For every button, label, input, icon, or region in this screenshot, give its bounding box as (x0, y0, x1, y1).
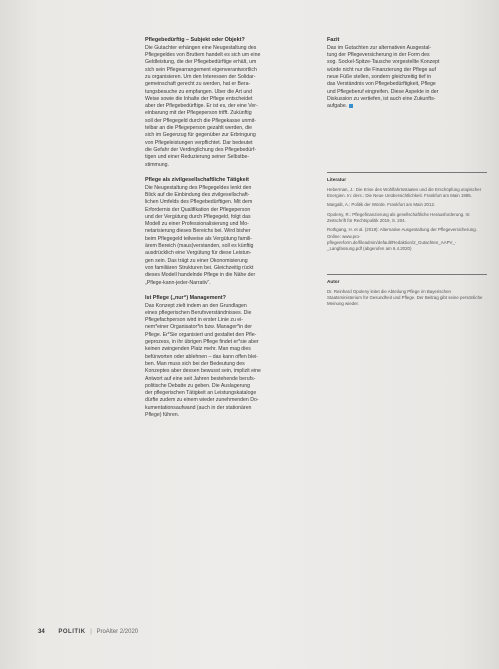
text-line: nem*einer Organisator*in bzw. Manager*in der (145, 324, 252, 331)
text-line: Pflege) führen. (145, 412, 180, 419)
literatur-heading: Literatur (327, 177, 347, 183)
text-line: sog. Sockel-Spitze-Tausche vorgestellte Konzept (327, 59, 440, 66)
text-line: der pflegerischen Tätigkeit an Leistungskataloge (145, 390, 257, 397)
section-body (145, 185, 308, 287)
text-line: gen sein. Das trägt zu einer Ökonomisierung (145, 257, 248, 264)
text-line: würde nicht nur die Finanzierung der Pflege auf (327, 66, 437, 73)
text-line: dieses Modell handelnde Pflege in die Nähe der (145, 272, 256, 279)
text-line: kumentationsaufwand (auch in der stationären (145, 404, 252, 411)
issue-label: ProAlter 2/2020 (96, 629, 139, 635)
literature-entry: Heberman, J.: Die Krise des Wohlfahrtsstaates und die Erschöpfung utopischer Energien. In: ders.: Die Neue Unübersichtlichkeit. Frankfurt am Main 1985. (327, 186, 482, 199)
literatur-section (327, 176, 487, 252)
text-line: sich im Gegenzug für gegenüber zur Erbringung (145, 132, 256, 139)
text-line: Geldleistung, die der Pflegebedürftige erhält, um (145, 59, 257, 66)
text-line: Weise sowie die Inhalte der Pflege entscheidet (145, 95, 253, 102)
text-line: und der Vergütung durch Pflegegeld, folgt das (145, 213, 251, 220)
text-line: Die Neugestaltung des Pflegegeldes lenkt den (145, 184, 252, 191)
text-line: zu organisieren. Um den Interessen der Solidar- (145, 73, 256, 80)
text-line: neue Füße stellen, sondern gleichzeitig tief in (327, 73, 432, 80)
text-line: tigen und einer Reduzierung seiner Selbstbe- (145, 154, 250, 161)
divider (327, 274, 487, 275)
text-line: Pflege. Er*Sie organisiert und gestaltet den Pfle- (145, 331, 257, 338)
autor-heading: Autor (327, 279, 340, 285)
text-line: „Pflege-kann-jeder-Narrativ“. (145, 279, 211, 286)
text-line: befürworten oder ablehnen – das kann offen blei- (145, 353, 258, 360)
end-mark-icon (349, 104, 353, 108)
fazit-section (327, 37, 487, 110)
text-line: Das Konzept zielt indem an den Grundlagen (145, 302, 247, 309)
literature-entry: Margalit, A.: Politik der Würde. Frankfurt am Main 2012. (327, 202, 436, 208)
fazit-body (327, 45, 487, 111)
divider (327, 172, 487, 173)
right-column (327, 37, 487, 308)
text-line: soll der Pflegegeld durch die Pflegekasse unmit- (145, 117, 257, 124)
literature-entry: Rothgang, H. et al. (2019): Alternative Ausgestaltung der Pflegeversicherung. Online: www.pro-pflegereform.de/fileadmin/default/Redaktion/2_Gutachten_AAPV_-_Langfassung.pdf (abgerufen am 6.4.2020) (327, 227, 477, 252)
text-line: das Verständnis von Pflegebedürftigkeit, Pflege (327, 81, 436, 88)
text-line: keinen zwingenden Platz mehr. Man mag dies (145, 346, 251, 353)
page-number: 34 (38, 629, 45, 635)
text-line: die Gefahr der Verdinglichung des Pflegebedürf- (145, 146, 257, 153)
section-heading: Ist Pflege („nur“) Management? (145, 294, 226, 301)
text-line: Pflegegeldes von Bruttem handelt es sich um eine (145, 52, 261, 59)
autor-section (327, 278, 487, 307)
text-line: Modell zu einer Professionalisierung und Mo- (145, 221, 249, 228)
text-line: ärem Bereich (maus)verstanden, soll es künftig (145, 243, 254, 250)
text-line: Die Gutachter erhängen eine Neugestaltung des (145, 44, 257, 51)
text-line: gemeinschaft gerecht zu werden, hat er Bera- (145, 81, 251, 88)
text-line: sich sein Pflegearrangement eigenverantwortlich (145, 66, 257, 73)
text-line: ben. Man muss sich bei der Bedeutung des (145, 360, 245, 367)
text-line: dürfte zudem zu einem wieder zunehmenden Do- (145, 397, 259, 404)
text-line: von Pflegeleistungen verpflichtet. Dar bedeutet (145, 139, 253, 146)
text-line: von familiären Strukturen bei. Gleichzeitig rückt (145, 264, 254, 271)
text-line: eines pflegerischen Berufsverständnisses. Die (145, 309, 252, 316)
section-body (145, 303, 308, 420)
text-line: ausdrücklich eine Vergütung für diese Leistun- (145, 250, 252, 257)
text-line: Das im Gutachten zur alternativen Ausgestal- (327, 44, 432, 51)
text-line: und Pflegeberuf eingreifen. Diese Aspekte in der (327, 88, 439, 95)
text-line: aber der Pflegebedürftige. Er ist es, der eine Ver- (145, 103, 258, 110)
section-heading: Pflege als zivilgesellschaftliche Tätigkeit (145, 176, 249, 183)
section-pflegebeduerftig (145, 37, 308, 169)
section-heading: Pflegebedürftig – Subjekt oder Objekt? (145, 37, 245, 43)
text-line: stimmung. (145, 161, 169, 168)
text-line: Konzeptes aber dessen bewusst sein, implizit eine (145, 368, 261, 375)
section-body (145, 45, 308, 169)
text-line: tungsbesuche zu empfangen. Über die Art und (145, 88, 252, 95)
text-line: Antwort auf eine seit Jahren bestehende berufs- (145, 375, 256, 382)
text-line: tung der Pflegeversicherung in der Form des (327, 52, 430, 59)
section-management (145, 295, 308, 420)
text-line: politische Debatte zu geben. Die Auslagerung (145, 382, 250, 389)
fazit-heading: Fazit (327, 37, 340, 43)
magazine-section: POLITIK (58, 629, 86, 635)
text-line: netarisierung dieses Bereichs bei. Wird bisher (145, 228, 251, 235)
literature-entry: Opoleny, R.: Pflegefinanzierung als gesellschaftliche Herausforderung. In: Zeitschrift für Rechtspolitik 2019, S. 204. (327, 211, 471, 223)
text-line: telbar an die Pflegeperson gezahlt werden, die (145, 125, 252, 132)
left-column (145, 37, 308, 427)
text-line: einbarung mit der Pflegeperson trifft. Zukünftig (145, 110, 252, 117)
text-line: Pflegefachperson wird in erster Linie zu ei- (145, 317, 244, 324)
text-line: aufgabe. (327, 103, 487, 110)
text-line: Blick auf die Einbindung des zivilgesellschaft- (145, 191, 250, 198)
section-zivilgesellschaft (145, 177, 308, 287)
text-line: beim Pflegegeld teilweise als Vergütung famili- (145, 235, 252, 242)
text-line: Diskussion zu vertiefen, ist auch eine Zukunfts- (327, 95, 436, 102)
page-footer (38, 629, 138, 635)
text-line: lichen Umfelds des Pflegebedürftigen. Mit dem (145, 199, 253, 206)
text-line: Erfordernis der Qualifikation der Pflegeperson (145, 206, 251, 213)
autor-text: Dr. Reinhard Opoleny leitet die Abteilung Pflege im Bayerischen Staatsministerium für Gesundheit und Pflege. Der Beitrag gibt seine persönliche Meinung wieder. (327, 288, 483, 307)
text-line: geprozess, in ihr übrigen Pflege findet er*sie aber (145, 339, 259, 346)
footer-separator: | (90, 629, 92, 635)
